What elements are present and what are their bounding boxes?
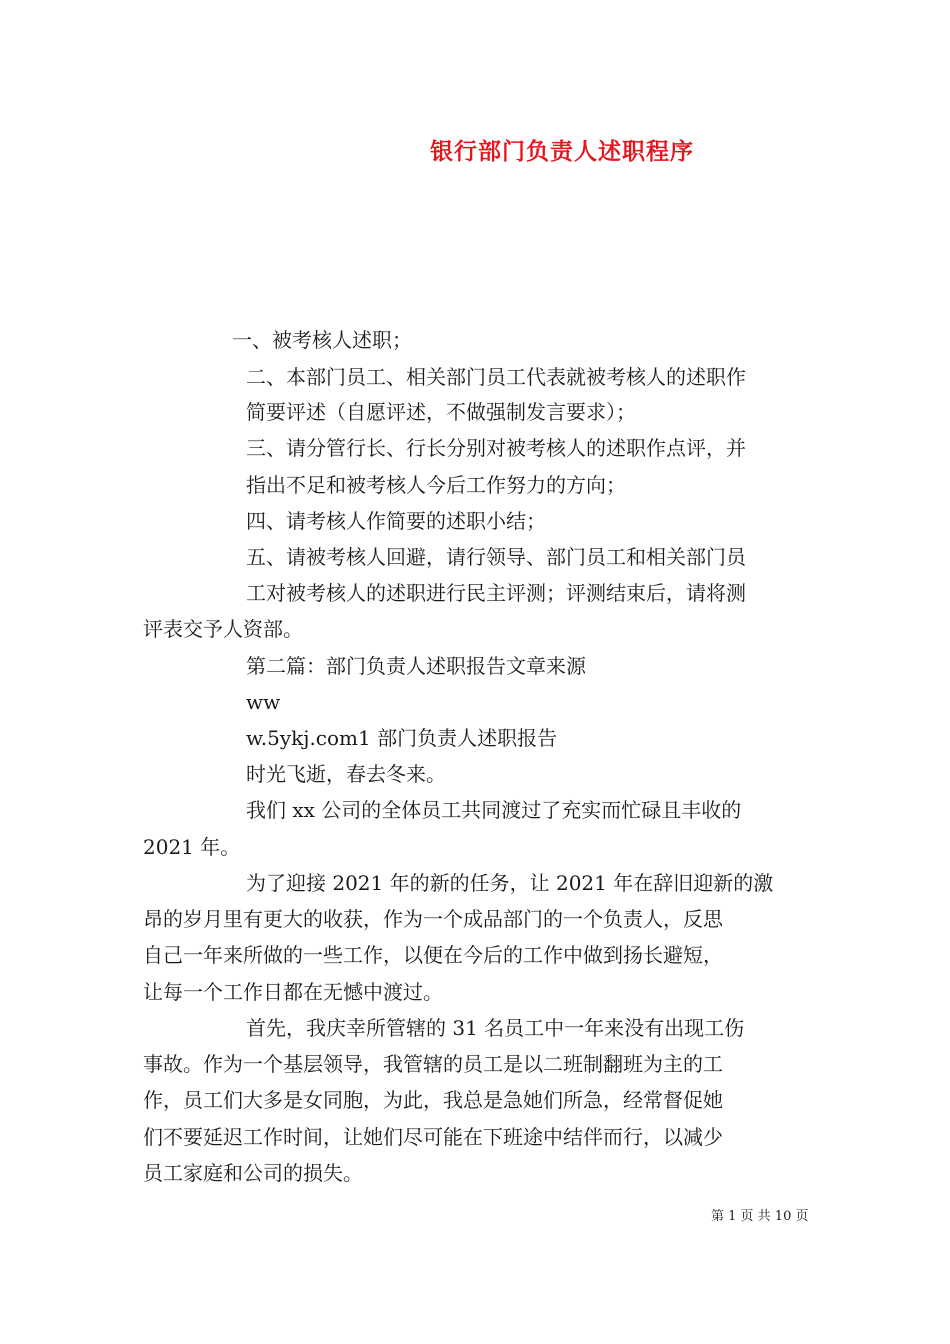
body-line: 三、请分管行长、行长分别对被考核人的述职作点评，并 <box>246 436 746 460</box>
page-footer: 第 1 页 共 10 页 <box>711 1209 809 1224</box>
body-line: 自己一年来所做的一些工作，以便在今后的工作中做到扬长避短， <box>143 943 723 967</box>
body-line: 2021 年。 <box>143 835 241 859</box>
body-line: w.5ykj.com1 部门负责人述职报告 <box>246 726 558 750</box>
body-line: 四、请考核人作简要的述职小结； <box>246 509 546 533</box>
body-line: 事故。作为一个基层领导，我管辖的员工是以二班制翻班为主的工 <box>143 1052 723 1076</box>
body-line: 昂的岁月里有更大的收获，作为一个成品部门的一个负责人，反思 <box>143 907 723 931</box>
body-line: 简要评述（自愿评述，不做强制发言要求）； <box>246 400 636 424</box>
body-line: 作，员工们大多是女同胞，为此，我总是急她们所急，经常督促她 <box>143 1088 723 1112</box>
body-line: 首先，我庆幸所管辖的 31 名员工中一年来没有出现工伤 <box>246 1016 745 1040</box>
body-line: 一、被考核人述职； <box>232 328 412 352</box>
body-line: 五、请被考核人回避，请行领导、部门员工和相关部门员 <box>246 545 746 569</box>
body-line: 工对被考核人的述职进行民主评测；评测结束后，请将测 <box>246 581 746 605</box>
body-line: 指出不足和被考核人今后工作努力的方向； <box>246 473 626 497</box>
body-line: 我们 xx 公司的全体员工共同渡过了充实而忙碌且丰收的 <box>246 798 742 822</box>
body-line: ww <box>246 690 281 714</box>
body-line: 第二篇：部门负责人述职报告文章来源 <box>246 654 586 678</box>
document-title: 银行部门负责人述职程序 <box>430 138 694 165</box>
body-line: 员工家庭和公司的损失。 <box>143 1161 363 1185</box>
body-line: 们不要延迟工作时间，让她们尽可能在下班途中结伴而行，以减少 <box>143 1125 723 1149</box>
body-line: 让每一个工作日都在无憾中渡过。 <box>143 980 443 1004</box>
body-line: 为了迎接 2021 年的新的任务，让 2021 年在辞旧迎新的激 <box>246 871 774 895</box>
body-line: 评表交予人资部。 <box>143 617 303 641</box>
body-line: 时光飞逝，春去冬来。 <box>246 762 446 786</box>
body-line: 二、本部门员工、相关部门员工代表就被考核人的述职作 <box>246 365 746 389</box>
